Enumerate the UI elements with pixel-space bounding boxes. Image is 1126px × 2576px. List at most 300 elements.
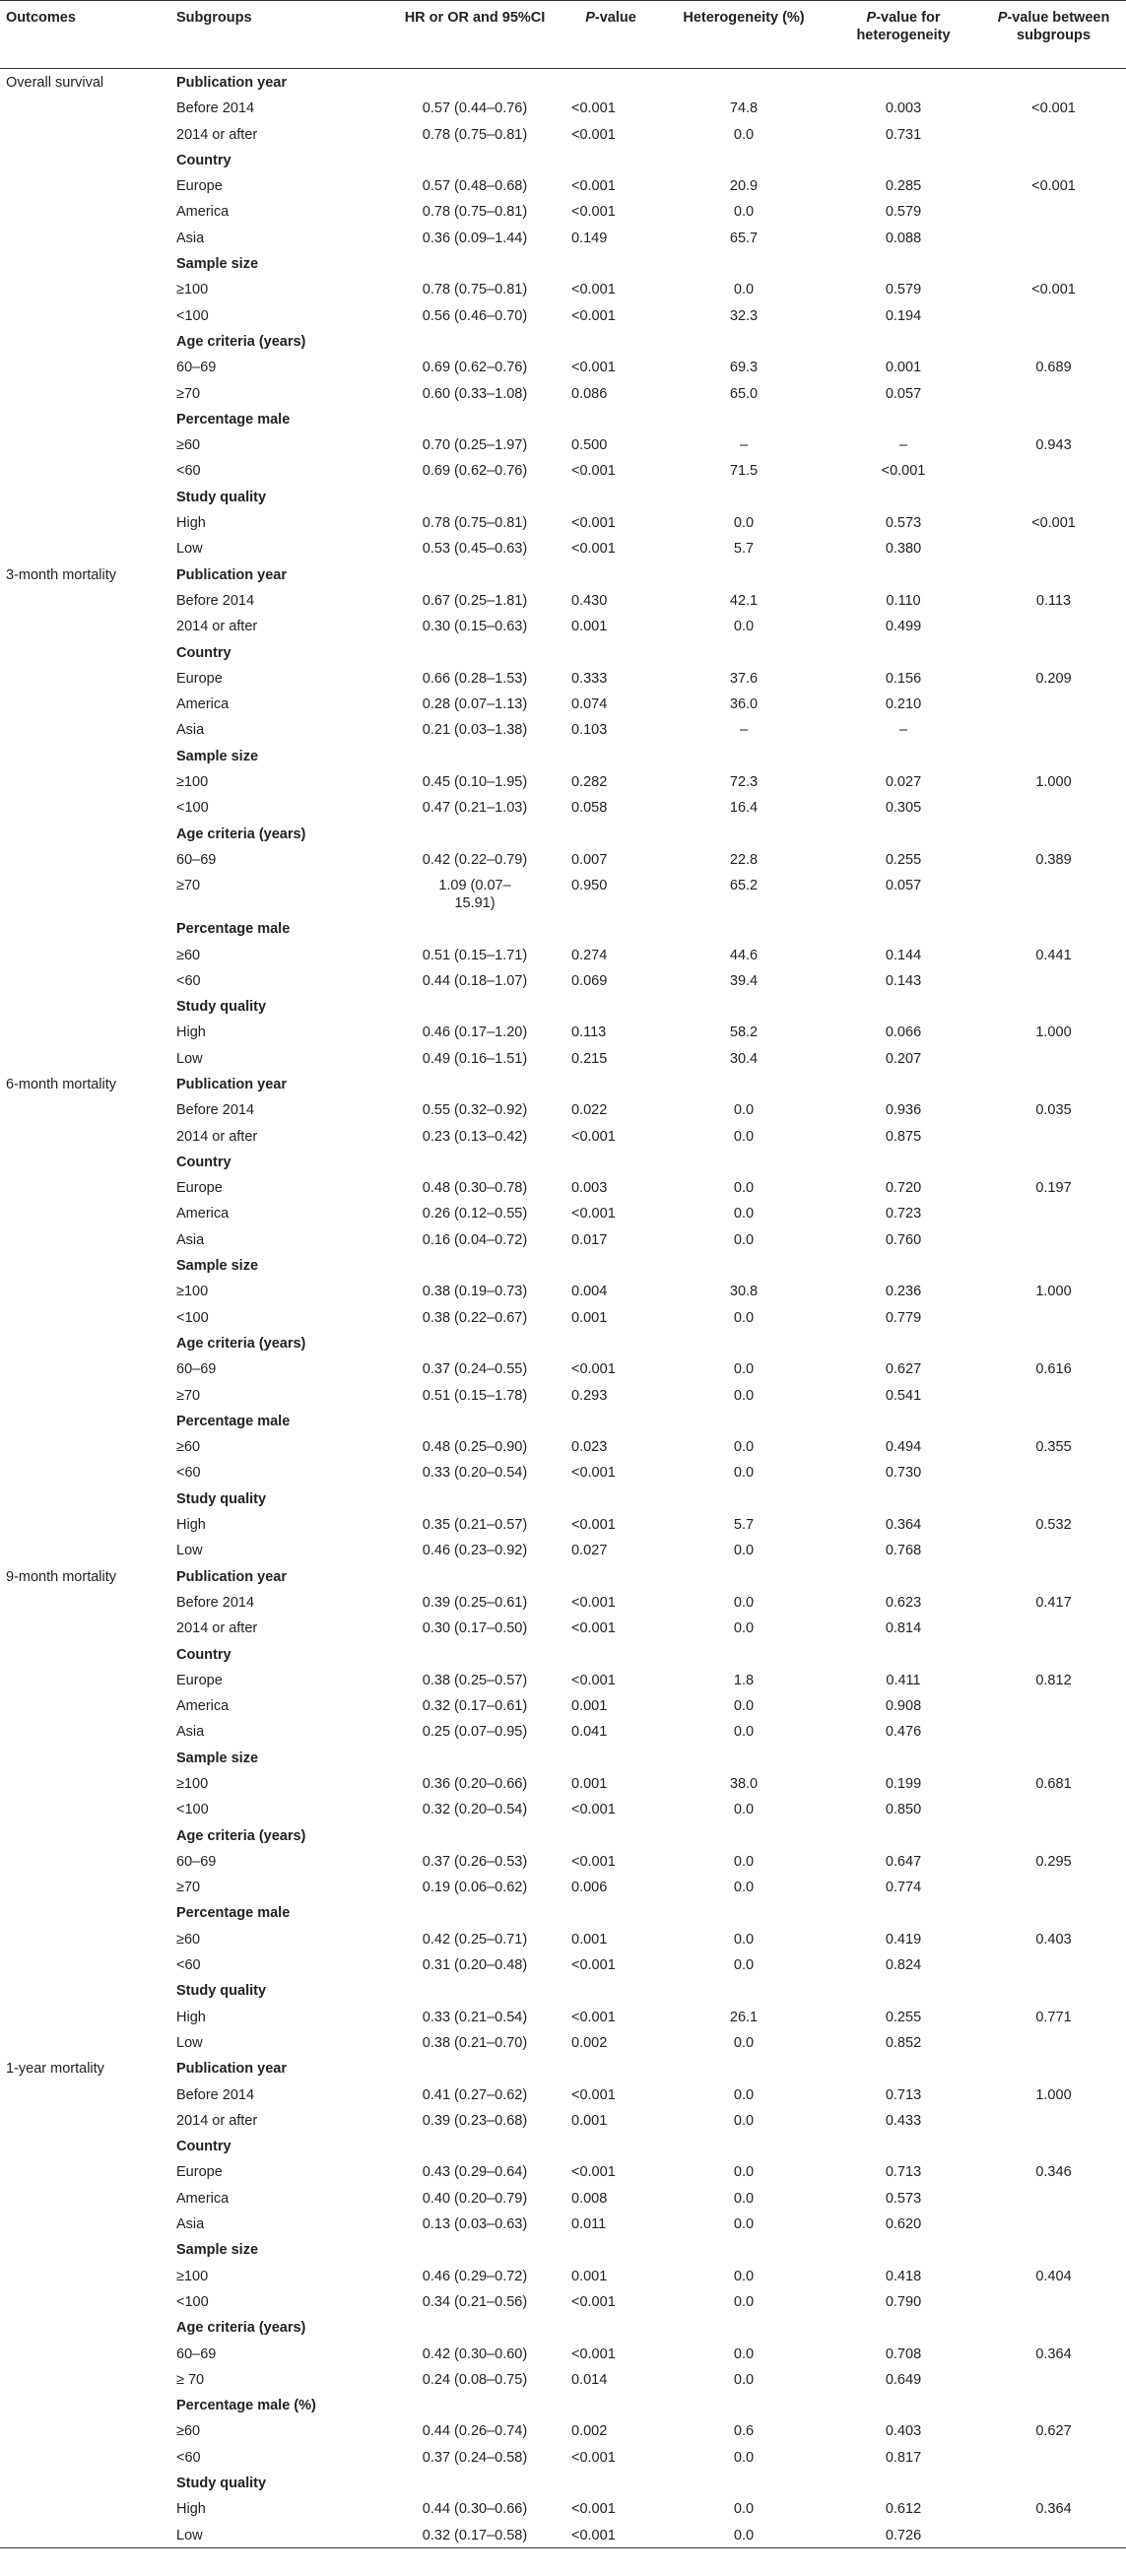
subgroup-label: <100: [176, 2293, 209, 2310]
heterogeneity-value: 65.0: [729, 385, 759, 402]
p-value: <0.001: [571, 1957, 616, 1974]
subgroup-header-row: [0, 1899, 1126, 1925]
p-between-value: 0.616: [1035, 1361, 1072, 1378]
subgroup-label: Low: [176, 1543, 203, 1559]
heterogeneity-value: 0.0: [733, 619, 755, 635]
p-heterogeneity-value: 0.057: [885, 878, 922, 894]
subgroup-label: ≥ 70: [176, 2371, 205, 2388]
p-value: 0.001: [571, 1931, 608, 1948]
estimate-ci: 0.40 (0.20–0.79): [422, 2190, 528, 2207]
subgroup-header-row: [0, 2470, 1126, 2495]
estimate-ci: 0.41 (0.27–0.62): [422, 2086, 528, 2103]
estimate-ci: 0.38 (0.25–0.57): [422, 1672, 528, 1688]
estimate-ci: 0.38 (0.22–0.67): [422, 1309, 528, 1326]
estimate-ci: 0.33 (0.21–0.54): [422, 2009, 528, 2025]
p-heterogeneity-value: 0.908: [885, 1698, 922, 1715]
subgroup-label: ≥70: [176, 1387, 201, 1404]
heterogeneity-value: 0.0: [733, 1309, 755, 1326]
p-heterogeneity-value: 0.418: [885, 2268, 922, 2284]
subgroup-label: <60: [176, 2449, 201, 2466]
p-heterogeneity-value: 0.499: [885, 619, 922, 635]
estimate-ci: 0.26 (0.12–0.55): [422, 1206, 528, 1222]
table-row: [0, 967, 1126, 993]
p-value: <0.001: [571, 1594, 616, 1611]
heterogeneity-value: 38.0: [729, 1776, 759, 1792]
p-heterogeneity-value: 0.623: [885, 1594, 922, 1611]
p-value: 0.293: [571, 1387, 608, 1404]
subgroup-label: ≥100: [176, 1776, 209, 1792]
table-row: [0, 2263, 1126, 2288]
table-row: [0, 1123, 1126, 1149]
table-row: [0, 225, 1126, 250]
p-value: 0.007: [571, 851, 608, 868]
estimate-ci: 0.53 (0.45–0.63): [422, 541, 528, 558]
subgroup-label: High: [176, 2009, 206, 2025]
subgroup-label: <60: [176, 463, 201, 480]
table-header: [0, 0, 1126, 69]
p-value: 0.014: [571, 2371, 608, 2388]
subgroup-header-row: [0, 743, 1126, 768]
heterogeneity-value: 0.0: [733, 2293, 755, 2310]
heterogeneity-value: 1.8: [733, 1672, 755, 1688]
subgroup-header-row: [0, 1641, 1126, 1667]
subgroup-label: Before 2014: [176, 1594, 255, 1611]
subgroup-category: Age criteria (years): [176, 1827, 306, 1844]
estimate-ci: 0.78 (0.75–0.81): [422, 282, 528, 298]
subgroup-header-row: [0, 915, 1126, 941]
heterogeneity-value: 16.4: [729, 800, 759, 817]
p-value: 0.430: [571, 592, 608, 609]
table-row: [0, 535, 1126, 561]
subgroup-header-row: [0, 1745, 1126, 1770]
heterogeneity-value: 0.0: [733, 2190, 755, 2207]
subgroup-label: America: [176, 2190, 230, 2207]
estimate-ci: 0.57 (0.44–0.76): [422, 100, 528, 117]
subgroup-header-row: [0, 639, 1126, 665]
heterogeneity-value: 36.0: [729, 696, 759, 713]
estimate-ci: 0.34 (0.21–0.56): [422, 2293, 528, 2310]
p-value: <0.001: [571, 515, 616, 532]
p-value: <0.001: [571, 2501, 616, 2518]
subgroup-label: 2014 or after: [176, 126, 258, 143]
p-value: 0.333: [571, 670, 608, 687]
subgroup-header-row: [0, 250, 1126, 276]
subgroup-header-row: [0, 1252, 1126, 1278]
p-heterogeneity-value: <0.001: [881, 463, 926, 480]
subgroup-label: 2014 or after: [176, 619, 258, 635]
table-row: [0, 846, 1126, 872]
estimate-ci: 0.23 (0.13–0.42): [422, 1128, 528, 1145]
subgroup-label: Asia: [176, 1231, 205, 1248]
p-value: <0.001: [571, 2345, 616, 2362]
subgroup-category: Publication year: [176, 2061, 288, 2078]
subgroup-header-row: [0, 1330, 1126, 1355]
subgroup-category: Study quality: [176, 1983, 267, 2000]
heterogeneity-value: 39.4: [729, 972, 759, 989]
table-row: [0, 2444, 1126, 2470]
p-value: 0.003: [571, 1180, 608, 1197]
subgroup-header-row: [0, 561, 1126, 587]
p-heterogeneity-value: 0.541: [885, 1387, 922, 1404]
table-row: [0, 2417, 1126, 2443]
p-value: 0.008: [571, 2190, 608, 2207]
table-row: [0, 1433, 1126, 1459]
subgroup-label: America: [176, 204, 230, 221]
subgroup-category: Percentage male: [176, 1413, 291, 1429]
heterogeneity-value: 44.6: [729, 947, 759, 963]
subgroup-label: 2014 or after: [176, 2112, 258, 2129]
p-between-value: 0.346: [1035, 2164, 1072, 2181]
p-value: 0.041: [571, 1724, 608, 1741]
header-outcomes: Outcomes: [6, 10, 76, 26]
subgroup-label: <60: [176, 1957, 201, 1974]
heterogeneity-value: 0.0: [733, 1802, 755, 1818]
p-value: <0.001: [571, 178, 616, 195]
p-heterogeneity-value: 0.255: [885, 2009, 922, 2025]
p-heterogeneity-value: 0.620: [885, 2216, 922, 2233]
subgroup-label: ≥70: [176, 878, 201, 894]
subgroup-label: ≥100: [176, 1284, 209, 1300]
p-value: 0.001: [571, 619, 608, 635]
estimate-ci: 1.09 (0.07–15.91): [438, 878, 511, 912]
subgroup-label: Asia: [176, 722, 205, 739]
estimate-ci: 0.44 (0.26–0.74): [422, 2423, 528, 2440]
table-row: [0, 2366, 1126, 2392]
estimate-ci: 0.37 (0.24–0.55): [422, 1361, 528, 1378]
heterogeneity-value: 0.0: [733, 2527, 755, 2543]
table-row: [0, 1019, 1126, 1044]
heterogeneity-value: 0.0: [733, 2164, 755, 2181]
subgroup-category: Age criteria (years): [176, 826, 306, 842]
table-body: [0, 69, 1126, 2548]
subgroup-category: Country: [176, 644, 232, 661]
subgroup-category: Country: [176, 152, 232, 168]
p-heterogeneity-value: 0.649: [885, 2371, 922, 2388]
subgroup-label: ≥70: [176, 385, 201, 402]
p-value: <0.001: [571, 1465, 616, 1482]
p-heterogeneity-value: 0.419: [885, 1931, 922, 1948]
p-heterogeneity-value: 0.768: [885, 1543, 922, 1559]
p-value: 0.001: [571, 1309, 608, 1326]
estimate-ci: 0.19 (0.06–0.62): [422, 1880, 528, 1896]
heterogeneity-value: 0.0: [733, 1957, 755, 1974]
p-value: 0.950: [571, 878, 608, 894]
table-row: [0, 2185, 1126, 2211]
subgroup-label: Europe: [176, 670, 223, 687]
p-value: 0.027: [571, 1543, 608, 1559]
subgroup-header-row: [0, 2133, 1126, 2158]
table-row: [0, 1174, 1126, 1200]
p-heterogeneity-value: 0.494: [885, 1439, 922, 1456]
heterogeneity-value: 0.0: [733, 2216, 755, 2233]
subgroup-label: <60: [176, 972, 201, 989]
p-between-value: 0.113: [1035, 592, 1072, 609]
estimate-ci: 0.78 (0.75–0.81): [422, 126, 528, 143]
p-between-value: 0.355: [1035, 1439, 1072, 1456]
heterogeneity-value: 0.0: [733, 1231, 755, 1248]
p-between-value: <0.001: [1031, 282, 1076, 298]
p-heterogeneity-value: 0.001: [885, 360, 922, 376]
table-row: [0, 2004, 1126, 2029]
subgroup-label: ≥60: [176, 1931, 201, 1948]
estimate-ci: 0.60 (0.33–1.08): [422, 385, 528, 402]
subgroup-category: Sample size: [176, 1750, 259, 1766]
subgroup-header-row: [0, 2236, 1126, 2262]
p-value: <0.001: [571, 204, 616, 221]
p-value: 0.022: [571, 1102, 608, 1119]
estimate-ci: 0.42 (0.25–0.71): [422, 1931, 528, 1948]
table-row: [0, 1874, 1126, 1899]
p-between-value: 0.364: [1035, 2501, 1072, 2518]
estimate-ci: 0.39 (0.25–0.61): [422, 1594, 528, 1611]
subgroup-header-row: [0, 993, 1126, 1019]
p-heterogeneity-value: 0.057: [885, 385, 922, 402]
p-heterogeneity-value: 0.731: [885, 126, 922, 143]
heterogeneity-value: 0.0: [733, 2449, 755, 2466]
table-row: [0, 716, 1126, 742]
p-heterogeneity-value: 0.236: [885, 1284, 922, 1300]
table-row: [0, 121, 1126, 147]
table-row: [0, 1589, 1126, 1615]
table-row: [0, 665, 1126, 691]
heterogeneity-value: 0.0: [733, 1387, 755, 1404]
subgroup-header-row: [0, 406, 1126, 431]
p-value: <0.001: [571, 360, 616, 376]
subgroup-category: Country: [176, 2139, 232, 2155]
heterogeneity-value: 30.8: [729, 1284, 759, 1300]
heterogeneity-value: –: [739, 722, 749, 739]
table-row: [0, 2288, 1126, 2314]
p-heterogeneity-value: 0.850: [885, 1802, 922, 1818]
subgroup-category: Publication year: [176, 75, 288, 91]
p-heterogeneity-value: 0.774: [885, 1880, 922, 1896]
subgroup-header-row: [0, 1408, 1126, 1433]
p-value: 0.215: [571, 1050, 608, 1067]
p-value: <0.001: [571, 1620, 616, 1637]
subgroup-category: Sample size: [176, 1258, 259, 1275]
estimate-ci: 0.36 (0.09–1.44): [422, 230, 528, 246]
outcome-label: 9-month mortality: [6, 1568, 117, 1585]
p-heterogeneity-value: 0.852: [885, 2034, 922, 2051]
subgroup-category: Percentage male: [176, 411, 291, 428]
p-heterogeneity-value: 0.573: [885, 2190, 922, 2207]
estimate-ci: 0.44 (0.30–0.66): [422, 2501, 528, 2518]
subgroup-category: Percentage male (%): [176, 2398, 316, 2414]
p-between-value: 0.627: [1035, 2423, 1072, 2440]
p-value: <0.001: [571, 2449, 616, 2466]
p-heterogeneity-value: 0.708: [885, 2345, 922, 2362]
table-row: [0, 2107, 1126, 2133]
p-heterogeneity-value: 0.207: [885, 1050, 922, 1067]
subgroup-header-row: [0, 1149, 1126, 1174]
p-heterogeneity-value: 0.730: [885, 1465, 922, 1482]
subgroup-label: 2014 or after: [176, 1620, 258, 1637]
heterogeneity-value: 42.1: [729, 592, 759, 609]
table-row: [0, 794, 1126, 820]
estimate-ci: 0.46 (0.29–0.72): [422, 2268, 528, 2284]
p-value: <0.001: [571, 1206, 616, 1222]
heterogeneity-value: 0.0: [733, 1206, 755, 1222]
heterogeneity-value: 26.1: [729, 2009, 759, 2025]
subgroup-label: ≥60: [176, 947, 201, 963]
subgroup-label: 60–69: [176, 1361, 217, 1378]
heterogeneity-value: 5.7: [733, 1517, 755, 1534]
p-value: 0.017: [571, 1231, 608, 1248]
estimate-ci: 0.78 (0.75–0.81): [422, 515, 528, 532]
heterogeneity-value: 0.0: [733, 282, 755, 298]
outcome-label: 6-month mortality: [6, 1076, 117, 1092]
estimate-ci: 0.46 (0.17–1.20): [422, 1024, 528, 1041]
subgroup-label: ≥70: [176, 1880, 201, 1896]
table-row: [0, 587, 1126, 613]
table-row: [0, 354, 1126, 379]
estimate-ci: 0.42 (0.30–0.60): [422, 2345, 528, 2362]
estimate-ci: 0.69 (0.62–0.76): [422, 463, 528, 480]
table-row: [0, 2495, 1126, 2521]
p-heterogeneity-value: 0.824: [885, 1957, 922, 1974]
p-value: <0.001: [571, 1128, 616, 1145]
subgroup-header-row: [0, 1563, 1126, 1589]
p-heterogeneity-value: 0.723: [885, 1206, 922, 1222]
estimate-ci: 0.25 (0.07–0.95): [422, 1724, 528, 1741]
subgroup-category: Age criteria (years): [176, 1335, 306, 1352]
table-row: [0, 198, 1126, 224]
subgroup-label: Before 2014: [176, 1102, 255, 1119]
p-value: <0.001: [571, 2009, 616, 2025]
p-value: <0.001: [571, 126, 616, 143]
estimate-ci: 0.33 (0.20–0.54): [422, 1465, 528, 1482]
subgroup-category: Publication year: [176, 1568, 288, 1585]
outcome-label: 1-year mortality: [6, 2061, 104, 2078]
heterogeneity-value: 37.6: [729, 670, 759, 687]
p-between-value: 0.689: [1035, 360, 1072, 376]
heterogeneity-value: 0.0: [733, 1880, 755, 1896]
heterogeneity-value: 0.0: [733, 1102, 755, 1119]
subgroup-category: Study quality: [176, 1490, 267, 1507]
p-heterogeneity-value: 0.156: [885, 670, 922, 687]
heterogeneity-value: 0.0: [733, 1724, 755, 1741]
subgroup-label: High: [176, 2501, 206, 2518]
p-heterogeneity-value: 0.612: [885, 2501, 922, 2518]
subgroup-label: <100: [176, 1309, 209, 1326]
p-value: <0.001: [571, 2164, 616, 2181]
p-heterogeneity-value: 0.647: [885, 1853, 922, 1870]
subgroup-label: Before 2014: [176, 592, 255, 609]
p-value: 0.002: [571, 2423, 608, 2440]
heterogeneity-value: 0.0: [733, 1543, 755, 1559]
subgroup-label: <100: [176, 307, 209, 324]
p-heterogeneity-value: 0.573: [885, 515, 922, 532]
p-value: 0.069: [571, 972, 608, 989]
subgroup-label: ≥100: [176, 282, 209, 298]
estimate-ci: 0.57 (0.48–0.68): [422, 178, 528, 195]
p-value: <0.001: [571, 282, 616, 298]
heterogeneity-value: 0.6: [733, 2423, 755, 2440]
heterogeneity-value: 65.2: [729, 878, 759, 894]
p-heterogeneity-value: 0.713: [885, 2164, 922, 2181]
table-row: [0, 457, 1126, 483]
p-heterogeneity-value: 0.433: [885, 2112, 922, 2129]
table-row: [0, 1537, 1126, 1562]
p-heterogeneity-value: 0.411: [886, 1672, 921, 1688]
estimate-ci: 0.69 (0.62–0.76): [422, 360, 528, 376]
p-between-value: <0.001: [1031, 178, 1076, 195]
table-row: [0, 768, 1126, 794]
header-estimate: HR or OR and 95%CI: [404, 10, 546, 26]
p-between-value: 0.035: [1035, 1102, 1072, 1119]
outcome-label: 3-month mortality: [6, 566, 117, 583]
table-row: [0, 1096, 1126, 1122]
subgroup-category: Study quality: [176, 999, 267, 1016]
estimate-ci: 0.55 (0.32–0.92): [422, 1102, 528, 1119]
subgroup-label: ≥100: [176, 2268, 209, 2284]
p-heterogeneity-value: 0.380: [885, 541, 922, 558]
p-value: 0.002: [571, 2034, 608, 2051]
subgroup-label: America: [176, 1698, 230, 1715]
p-between-value: 0.404: [1035, 2268, 1072, 2284]
table-row: [0, 2341, 1126, 2366]
estimate-ci: 0.51 (0.15–1.71): [422, 947, 528, 963]
estimate-ci: 0.66 (0.28–1.53): [422, 670, 528, 687]
subgroup-category: Country: [176, 1154, 232, 1170]
p-value: <0.001: [571, 2527, 616, 2543]
p-heterogeneity-value: 0.305: [885, 800, 922, 817]
p-between-value: 0.532: [1035, 1517, 1072, 1534]
heterogeneity-value: 71.5: [729, 463, 759, 480]
estimate-ci: 0.49 (0.16–1.51): [422, 1050, 528, 1067]
p-heterogeneity-value: 0.627: [885, 1361, 922, 1378]
estimate-ci: 0.42 (0.22–0.79): [422, 851, 528, 868]
p-heterogeneity-value: 0.210: [885, 696, 922, 713]
table-row: [0, 1692, 1126, 1718]
subgroup-label: 60–69: [176, 2345, 217, 2362]
subgroup-label: America: [176, 696, 230, 713]
subgroup-label: America: [176, 1206, 230, 1222]
table-row: [0, 2158, 1126, 2184]
header-p-heterogeneity: P-value for heterogeneity: [856, 10, 951, 43]
p-heterogeneity-value: 0.194: [885, 307, 922, 324]
heterogeneity-value: 0.0: [733, 204, 755, 221]
estimate-ci: 0.38 (0.21–0.70): [422, 2034, 528, 2051]
p-between-value: 0.943: [1035, 437, 1072, 454]
p-between-value: 0.441: [1035, 947, 1072, 963]
estimate-ci: 0.21 (0.03–1.38): [422, 722, 528, 739]
subgroup-label: High: [176, 1024, 206, 1041]
subgroup-label: Low: [176, 541, 203, 558]
estimate-ci: 0.45 (0.10–1.95): [422, 774, 528, 791]
p-heterogeneity-value: 0.720: [885, 1180, 922, 1197]
p-value: <0.001: [571, 463, 616, 480]
table-row: [0, 431, 1126, 457]
subgroup-label: ≥60: [176, 1439, 201, 1456]
subgroup-category: Study quality: [176, 2476, 267, 2492]
p-heterogeneity-value: 0.144: [885, 947, 922, 963]
p-value: <0.001: [571, 1361, 616, 1378]
p-heterogeneity-value: 0.760: [885, 1231, 922, 1248]
p-heterogeneity-value: 0.285: [885, 178, 922, 195]
estimate-ci: 0.30 (0.15–0.63): [422, 619, 528, 635]
subgroup-label: 60–69: [176, 1853, 217, 1870]
estimate-ci: 0.51 (0.15–1.78): [422, 1387, 528, 1404]
table-row: [0, 509, 1126, 535]
estimate-ci: 0.32 (0.17–0.61): [422, 1698, 528, 1715]
heterogeneity-value: 69.3: [729, 360, 759, 376]
subgroup-category: Percentage male: [176, 1905, 291, 1922]
estimate-ci: 0.38 (0.19–0.73): [422, 1284, 528, 1300]
subgroup-category: Publication year: [176, 1076, 288, 1092]
estimate-ci: 0.28 (0.07–1.13): [422, 696, 528, 713]
subgroup-label: High: [176, 1517, 206, 1534]
